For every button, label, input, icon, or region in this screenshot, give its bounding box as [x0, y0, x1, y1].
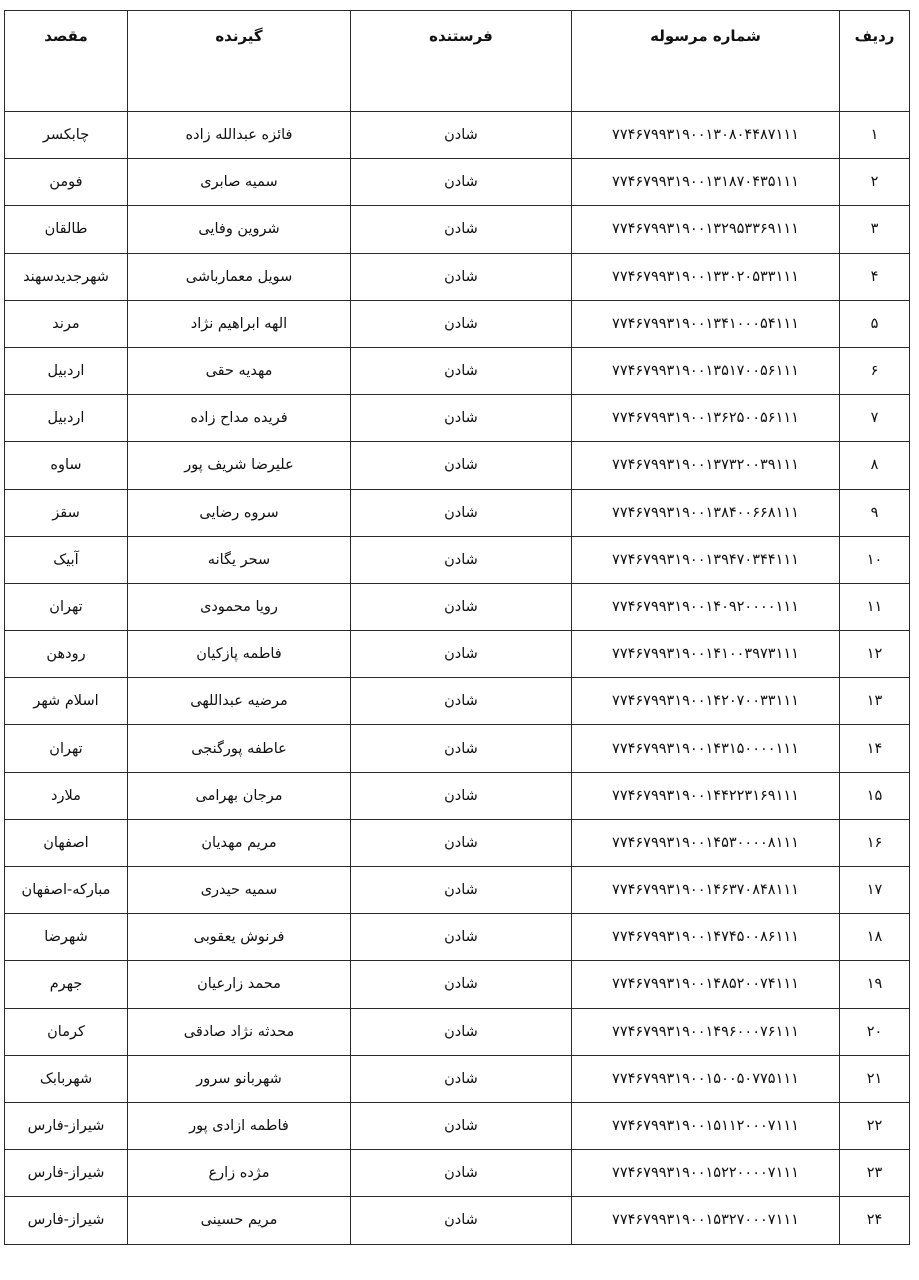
sender-cell: شادن [351, 772, 572, 819]
row-number-cell: ۶ [840, 347, 910, 394]
sender-cell: شادن [351, 1008, 572, 1055]
destination-cell: آبیک [5, 536, 128, 583]
destination-cell: شهرضا [5, 914, 128, 961]
row-number-cell: ۱۰ [840, 536, 910, 583]
sender-cell: شادن [351, 1102, 572, 1149]
tracking-number-cell: ۷۷۴۶۷۹۹۳۱۹۰۰۱۴۱۰۰۳۹۷۳۱۱۱ [572, 631, 840, 678]
row-number-cell: ۱۵ [840, 772, 910, 819]
sender-cell: شادن [351, 112, 572, 159]
shipments-table [4, 10, 910, 1245]
table-row [5, 442, 910, 489]
row-number-cell: ۱۷ [840, 867, 910, 914]
table-row [5, 159, 910, 206]
tracking-number-cell: ۷۷۴۶۷۹۹۳۱۹۰۰۱۵۰۰۵۰۷۷۵۱۱۱ [572, 1055, 840, 1102]
sender-cell: شادن [351, 347, 572, 394]
table-row [5, 1150, 910, 1197]
tracking-number-cell: ۷۷۴۶۷۹۹۳۱۹۰۰۱۴۴۲۲۳۱۶۹۱۱۱ [572, 772, 840, 819]
receiver-cell: فریده مداح زاده [128, 395, 351, 442]
table-row [5, 1197, 910, 1244]
receiver-cell: سروه رضایی [128, 489, 351, 536]
receiver-cell: فاطمه پازکیان [128, 631, 351, 678]
destination-cell: اردبیل [5, 395, 128, 442]
receiver-cell: عاطفه پورگنجی [128, 725, 351, 772]
table-row [5, 867, 910, 914]
destination-cell: طالقان [5, 206, 128, 253]
row-number-cell: ۳ [840, 206, 910, 253]
destination-cell: ملارد [5, 772, 128, 819]
table-row [5, 1055, 910, 1102]
table-body [5, 112, 910, 1245]
tracking-number-cell: ۷۷۴۶۷۹۹۳۱۹۰۰۱۴۰۹۲۰۰۰۰۱۱۱ [572, 583, 840, 630]
destination-cell: شیراز-فارس [5, 1102, 128, 1149]
row-number-cell: ۲۰ [840, 1008, 910, 1055]
receiver-cell: شهربانو سرور [128, 1055, 351, 1102]
tracking-number-cell: ۷۷۴۶۷۹۹۳۱۹۰۰۱۳۶۲۵۰۰۵۶۱۱۱ [572, 395, 840, 442]
table-row [5, 961, 910, 1008]
destination-cell: ساوه [5, 442, 128, 489]
receiver-cell: فرنوش یعقوبی [128, 914, 351, 961]
destination-cell: شیراز-فارس [5, 1197, 128, 1244]
table-row [5, 300, 910, 347]
row-number-cell: ۱ [840, 112, 910, 159]
table-row [5, 395, 910, 442]
sender-cell: شادن [351, 867, 572, 914]
receiver-cell: رویا محمودی [128, 583, 351, 630]
row-number-cell: ۹ [840, 489, 910, 536]
table-row [5, 678, 910, 725]
row-number-cell: ۱۱ [840, 583, 910, 630]
header-row-number: ردیف [840, 11, 910, 112]
tracking-number-cell: ۷۷۴۶۷۹۹۳۱۹۰۰۱۵۳۲۷۰۰۰۷۱۱۱ [572, 1197, 840, 1244]
row-number-cell: ۵ [840, 300, 910, 347]
receiver-cell: محدثه نژاد صادقی [128, 1008, 351, 1055]
tracking-number-cell: ۷۷۴۶۷۹۹۳۱۹۰۰۱۴۲۰۷۰۰۳۳۱۱۱ [572, 678, 840, 725]
sender-cell: شادن [351, 819, 572, 866]
tracking-number-cell: ۷۷۴۶۷۹۹۳۱۹۰۰۱۳۲۹۵۳۳۶۹۱۱۱ [572, 206, 840, 253]
receiver-cell: سویل معمارباشی [128, 253, 351, 300]
row-number-cell: ۲۴ [840, 1197, 910, 1244]
sender-cell: شادن [351, 961, 572, 1008]
destination-cell: چابکسر [5, 112, 128, 159]
receiver-cell: علیرضا شریف پور [128, 442, 351, 489]
sender-cell: شادن [351, 300, 572, 347]
receiver-cell: شروین وفایی [128, 206, 351, 253]
row-number-cell: ۱۸ [840, 914, 910, 961]
header-tracking-number: شماره مرسوله [572, 11, 840, 112]
row-number-cell: ۴ [840, 253, 910, 300]
destination-cell: اصفهان [5, 819, 128, 866]
tracking-number-cell: ۷۷۴۶۷۹۹۳۱۹۰۰۱۵۱۱۲۰۰۰۷۱۱۱ [572, 1102, 840, 1149]
tracking-number-cell: ۷۷۴۶۷۹۹۳۱۹۰۰۱۴۶۳۷۰۸۴۸۱۱۱ [572, 867, 840, 914]
sender-cell: شادن [351, 395, 572, 442]
table-row [5, 914, 910, 961]
receiver-cell: مریم مهدیان [128, 819, 351, 866]
tracking-number-cell: ۷۷۴۶۷۹۹۳۱۹۰۰۱۳۱۸۷۰۴۳۵۱۱۱ [572, 159, 840, 206]
destination-cell: اردبیل [5, 347, 128, 394]
tracking-number-cell: ۷۷۴۶۷۹۹۳۱۹۰۰۱۳۳۰۲۰۵۳۳۱۱۱ [572, 253, 840, 300]
sender-cell: شادن [351, 678, 572, 725]
sender-cell: شادن [351, 583, 572, 630]
receiver-cell: مرجان بهرامی [128, 772, 351, 819]
tracking-number-cell: ۷۷۴۶۷۹۹۳۱۹۰۰۱۳۰۸۰۴۴۸۷۱۱۱ [572, 112, 840, 159]
receiver-cell: مریم حسینی [128, 1197, 351, 1244]
tracking-number-cell: ۷۷۴۶۷۹۹۳۱۹۰۰۱۴۳۱۵۰۰۰۰۱۱۱ [572, 725, 840, 772]
header-sender: فرستنده [351, 11, 572, 112]
sender-cell: شادن [351, 914, 572, 961]
destination-cell: شهرجدیدسهند [5, 253, 128, 300]
receiver-cell: محمد زارعیان [128, 961, 351, 1008]
sender-cell: شادن [351, 159, 572, 206]
destination-cell: مرند [5, 300, 128, 347]
sender-cell: شادن [351, 1055, 572, 1102]
destination-cell: اسلام شهر [5, 678, 128, 725]
row-number-cell: ۲۱ [840, 1055, 910, 1102]
table-row [5, 725, 910, 772]
sender-cell: شادن [351, 536, 572, 583]
sender-cell: شادن [351, 1197, 572, 1244]
row-number-cell: ۱۹ [840, 961, 910, 1008]
destination-cell: شهربابک [5, 1055, 128, 1102]
receiver-cell: سمیه حیدری [128, 867, 351, 914]
row-number-cell: ۲۳ [840, 1150, 910, 1197]
tracking-number-cell: ۷۷۴۶۷۹۹۳۱۹۰۰۱۴۸۵۲۰۰۷۴۱۱۱ [572, 961, 840, 1008]
destination-cell: رودهن [5, 631, 128, 678]
receiver-cell: مژده زارع [128, 1150, 351, 1197]
tracking-number-cell: ۷۷۴۶۷۹۹۳۱۹۰۰۱۳۸۴۰۰۶۶۸۱۱۱ [572, 489, 840, 536]
row-number-cell: ۱۴ [840, 725, 910, 772]
tracking-number-cell: ۷۷۴۶۷۹۹۳۱۹۰۰۱۴۹۶۰۰۰۷۶۱۱۱ [572, 1008, 840, 1055]
table-row [5, 112, 910, 159]
destination-cell: جهرم [5, 961, 128, 1008]
table-row [5, 489, 910, 536]
header-receiver: گیرنده [128, 11, 351, 112]
tracking-number-cell: ۷۷۴۶۷۹۹۳۱۹۰۰۱۳۹۴۷۰۳۴۴۱۱۱ [572, 536, 840, 583]
receiver-cell: سمیه صابری [128, 159, 351, 206]
table-row [5, 536, 910, 583]
receiver-cell: الهه ابراهیم نژاد [128, 300, 351, 347]
receiver-cell: مهدیه حقی [128, 347, 351, 394]
table-row [5, 206, 910, 253]
sender-cell: شادن [351, 489, 572, 536]
destination-cell: شیراز-فارس [5, 1150, 128, 1197]
header-destination: مقصد [5, 11, 128, 112]
sender-cell: شادن [351, 442, 572, 489]
table-row [5, 819, 910, 866]
tracking-number-cell: ۷۷۴۶۷۹۹۳۱۹۰۰۱۴۷۴۵۰۰۸۶۱۱۱ [572, 914, 840, 961]
tracking-number-cell: ۷۷۴۶۷۹۹۳۱۹۰۰۱۵۲۲۰۰۰۰۷۱۱۱ [572, 1150, 840, 1197]
receiver-cell: فائزه عبدالله زاده [128, 112, 351, 159]
destination-cell: تهران [5, 725, 128, 772]
destination-cell: سقز [5, 489, 128, 536]
row-number-cell: ۱۶ [840, 819, 910, 866]
receiver-cell: فاطمه ازادی پور [128, 1102, 351, 1149]
tracking-number-cell: ۷۷۴۶۷۹۹۳۱۹۰۰۱۳۷۳۲۰۰۳۹۱۱۱ [572, 442, 840, 489]
sender-cell: شادن [351, 631, 572, 678]
tracking-number-cell: ۷۷۴۶۷۹۹۳۱۹۰۰۱۴۵۳۰۰۰۰۸۱۱۱ [572, 819, 840, 866]
sender-cell: شادن [351, 206, 572, 253]
row-number-cell: ۱۲ [840, 631, 910, 678]
destination-cell: تهران [5, 583, 128, 630]
receiver-cell: سحر یگانه [128, 536, 351, 583]
row-number-cell: ۸ [840, 442, 910, 489]
table-row [5, 772, 910, 819]
destination-cell: کرمان [5, 1008, 128, 1055]
table-row [5, 347, 910, 394]
table-row [5, 253, 910, 300]
table-row [5, 583, 910, 630]
table-row [5, 1008, 910, 1055]
destination-cell: فومن [5, 159, 128, 206]
row-number-cell: ۷ [840, 395, 910, 442]
table-row [5, 1102, 910, 1149]
receiver-cell: مرضیه عبداللهی [128, 678, 351, 725]
table-row [5, 631, 910, 678]
destination-cell: مبارکه-اصفهان [5, 867, 128, 914]
header-row [5, 11, 910, 112]
sender-cell: شادن [351, 725, 572, 772]
row-number-cell: ۲۲ [840, 1102, 910, 1149]
sender-cell: شادن [351, 1150, 572, 1197]
row-number-cell: ۱۳ [840, 678, 910, 725]
tracking-number-cell: ۷۷۴۶۷۹۹۳۱۹۰۰۱۳۵۱۷۰۰۵۶۱۱۱ [572, 347, 840, 394]
row-number-cell: ۲ [840, 159, 910, 206]
tracking-number-cell: ۷۷۴۶۷۹۹۳۱۹۰۰۱۳۴۱۰۰۰۵۴۱۱۱ [572, 300, 840, 347]
sender-cell: شادن [351, 253, 572, 300]
